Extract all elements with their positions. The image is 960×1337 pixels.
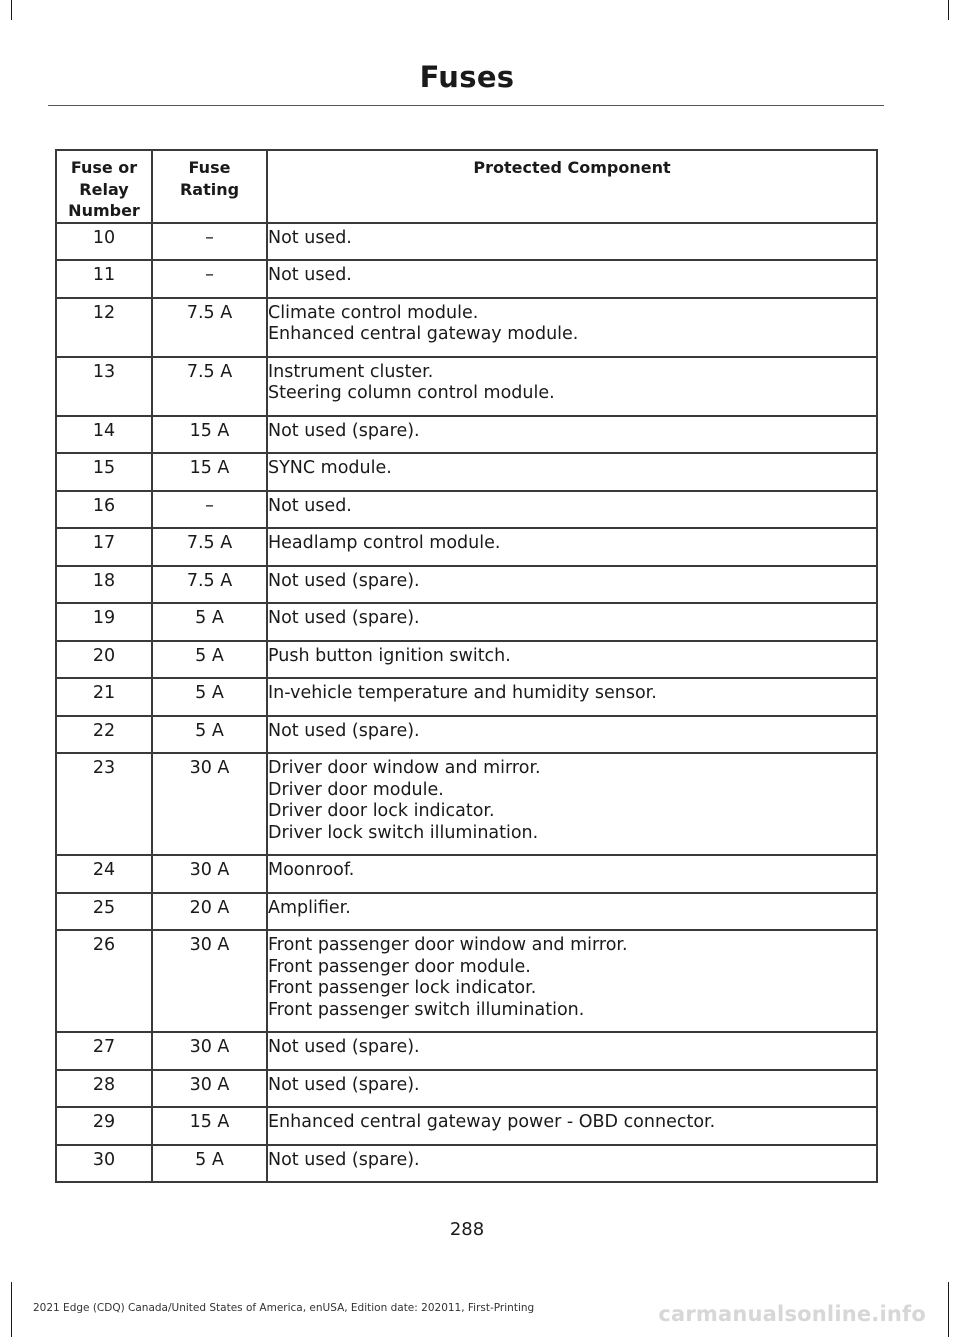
fuse-rating: 7.5 A [186,302,233,323]
fuse-number-cell [56,357,152,416]
fuse-rating: – [205,495,214,516]
fuse-rating: – [205,227,214,248]
fuse-number-cell [56,893,152,931]
protected-component: Steering column control module. [268,383,555,403]
fuse-number-cell [56,716,152,754]
fuse-rating-cell [152,753,267,855]
fuse-rating: 30 A [189,1037,230,1057]
title-divider [48,105,884,106]
fuse-number-cell [56,641,152,679]
fuse-rating-cell [152,223,267,261]
protected-component: Not used (spare). [268,720,420,741]
fuse-rating: 5 A [195,720,224,741]
protected-component: Instrument cluster. [268,361,434,382]
protected-component-cell [267,603,877,641]
protected-component: Not used (spare). [268,1149,420,1170]
protected-component: Not used (spare). [268,420,420,441]
table-row [56,716,877,754]
fuse-number: 25 [92,897,116,918]
fuse-rating: 7.5 A [186,533,233,553]
header-protected-component [267,150,877,223]
fuse-rating: – [205,265,214,285]
fuse-number: 10 [92,227,116,248]
table-row [56,893,877,931]
fuse-number: 24 [92,860,116,880]
protected-component-cell [267,641,877,679]
fuse-rating: 5 A [195,1149,224,1170]
fuse-number: 15 [92,458,116,478]
protected-component-cell [267,930,877,1032]
header-fuse-rating [152,150,267,223]
table-row [56,260,877,298]
fuse-number-cell [56,678,152,716]
crop-mark-top-left-vertical [11,0,12,20]
fuse-table [55,149,878,1183]
table-row [56,1107,877,1145]
fuse-number: 23 [92,758,116,778]
fuse-number: 28 [92,1074,116,1095]
protected-component-cell [267,855,877,893]
protected-component: Not used. [268,495,352,516]
fuse-rating-cell [152,416,267,454]
table-row [56,223,877,261]
fuse-number-cell [56,528,152,566]
fuse-rating-cell [152,641,267,679]
table-row [56,357,877,416]
protected-component: Front passenger lock indicator. [268,978,537,998]
fuse-rating-cell [152,678,267,716]
fuse-rating: 15 A [189,1112,230,1132]
fuse-number-cell [56,298,152,357]
fuse-rating-cell [152,528,267,566]
fuse-rating-cell [152,893,267,931]
fuse-number-cell [56,1032,152,1070]
fuse-number: 22 [92,720,116,741]
fuse-number-cell [56,453,152,491]
table-row [56,753,877,855]
watermark: carmanualsonline.info [658,1302,926,1326]
fuse-rating: 15 A [189,420,230,441]
table-row [56,298,877,357]
fuse-number-cell [56,260,152,298]
protected-component-cell [267,753,877,855]
fuse-number: 29 [92,1112,116,1132]
protected-component: Driver door module. [268,779,444,800]
fuse-number: 27 [92,1037,116,1057]
table-row [56,641,877,679]
fuse-rating-cell [152,1107,267,1145]
fuse-rating-cell [152,566,267,604]
header-fuse-rating-label: Fuse Rating [179,158,240,199]
protected-component: Not used (spare). [268,1037,420,1057]
fuse-number-cell [56,1070,152,1108]
fuse-number: 20 [92,645,116,666]
fuse-number-cell [56,753,152,855]
fuse-number: 16 [92,495,116,516]
fuse-number: 12 [92,302,116,323]
table-row [56,855,877,893]
protected-component: Not used. [268,265,352,285]
protected-component-cell [267,260,877,298]
protected-component-cell [267,678,877,716]
protected-component-cell [267,298,877,357]
fuse-rating-cell [152,1070,267,1108]
fuse-number-cell [56,1145,152,1183]
protected-component: Front passenger switch illumination. [268,999,585,1020]
fuse-rating-cell [152,930,267,1032]
protected-component-cell [267,1107,877,1145]
protected-component-cell [267,357,877,416]
protected-component: Enhanced central gateway module. [268,324,579,344]
crop-mark-bottom-left-vertical [11,1282,12,1337]
protected-component: Front passenger door window and mirror. [268,935,628,955]
table-row [56,603,877,641]
protected-component-cell [267,566,877,604]
fuse-number: 14 [92,420,116,441]
fuse-number: 19 [92,608,116,628]
footer-edition-info: 2021 Edge (CDQ) Canada/United States of America, enUSA, Edition date: 202011, First-Printing [33,1302,535,1314]
header-fuse-number [56,150,152,223]
protected-component-cell [267,223,877,261]
fuse-rating: 7.5 A [186,570,233,591]
protected-component: Driver lock switch illumination. [268,822,539,843]
table-row [56,416,877,454]
protected-component: Moonroof. [268,860,355,880]
fuse-rating: 5 A [195,645,224,666]
fuse-rating: 30 A [189,758,230,778]
table-row [56,678,877,716]
fuse-number-cell [56,416,152,454]
fuse-rating-cell [152,357,267,416]
fuse-number-cell [56,1107,152,1145]
fuse-number-cell [56,603,152,641]
protected-component: Not used. [268,227,352,248]
protected-component-cell [267,716,877,754]
fuse-number: 11 [92,265,116,285]
protected-component: Driver door lock indicator. [268,801,495,821]
table-row [56,528,877,566]
protected-component: Not used (spare). [268,608,420,628]
fuse-number-cell [56,566,152,604]
fuse-rating: 30 A [189,1074,230,1095]
header-protected-component-label: Protected Component [473,158,671,177]
protected-component: Driver door window and mirror. [268,758,541,778]
crop-mark-bottom-right-vertical [948,1282,949,1337]
table-header-row [56,150,877,223]
table-row [56,930,877,1032]
page-title: Fuses [419,60,515,94]
fuse-rating: 7.5 A [186,361,233,382]
protected-component: Not used (spare). [268,570,420,591]
fuse-number: 13 [92,361,116,382]
table-row [56,453,877,491]
fuse-rating: 5 A [195,608,224,628]
fuse-number-cell [56,855,152,893]
protected-component: Enhanced central gateway power - OBD connector. [268,1112,716,1132]
fuse-rating-cell [152,298,267,357]
table-row [56,1032,877,1070]
protected-component: Climate control module. [268,302,479,323]
protected-component-cell [267,491,877,529]
fuse-rating-cell [152,260,267,298]
protected-component-cell [267,1070,877,1108]
fuse-number: 17 [92,533,116,553]
fuse-rating-cell [152,603,267,641]
fuse-rating-cell [152,453,267,491]
fuse-rating-cell [152,1145,267,1183]
protected-component: Push button ignition switch. [268,645,511,666]
protected-component-cell [267,1032,877,1070]
fuse-rating-cell [152,491,267,529]
page-number: 288 [449,1219,485,1240]
fuse-number-cell [56,491,152,529]
protected-component-cell [267,453,877,491]
protected-component: Headlamp control module. [268,533,501,553]
fuse-number: 30 [92,1149,116,1170]
protected-component-cell [267,416,877,454]
crop-mark-top-right-vertical [948,0,949,20]
fuse-rating-cell [152,716,267,754]
fuse-rating: 30 A [189,935,230,955]
protected-component: Front passenger door module. [268,956,531,977]
fuse-number-cell [56,930,152,1032]
protected-component: Amplifier. [268,897,351,918]
protected-component: Not used (spare). [268,1074,420,1095]
protected-component-cell [267,893,877,931]
protected-component: SYNC module. [268,458,392,478]
fuse-number: 26 [92,935,116,955]
table-row [56,491,877,529]
protected-component: In-vehicle temperature and humidity sensor. [268,683,657,703]
fuse-rating: 30 A [189,860,230,880]
fuse-number: 18 [92,570,116,591]
fuse-number: 21 [92,683,116,703]
protected-component-cell [267,528,877,566]
table-row [56,1145,877,1183]
table-row [56,1070,877,1108]
fuse-rating-cell [152,855,267,893]
header-fuse-number-label: Fuse or Relay Number [68,158,140,220]
fuse-rating: 5 A [195,683,224,703]
fuse-rating: 20 A [189,897,230,918]
fuse-number-cell [56,223,152,261]
table-row [56,566,877,604]
fuse-table-body [56,223,877,1183]
fuse-rating-cell [152,1032,267,1070]
fuse-rating: 15 A [189,458,230,478]
protected-component-cell [267,1145,877,1183]
